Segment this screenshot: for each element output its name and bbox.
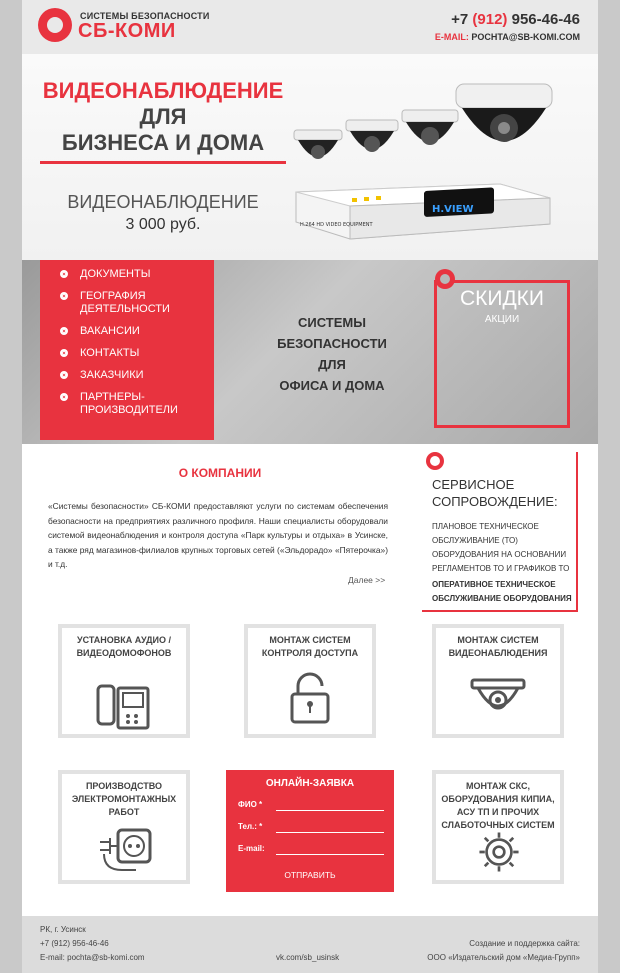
form-row-fio — [238, 800, 388, 814]
menu-item-label: ВАКАНСИИ — [80, 325, 140, 337]
feature-band — [22, 260, 598, 444]
service-text-bold: ОПЕРАТИВНОЕ ТЕХНИЧЕСКОЕ ОБСЛУЖИВАНИЕ ОБОРУДОВАНИЯ — [432, 580, 572, 603]
submit-button[interactable]: ОТПРАВИТЬ — [226, 870, 394, 880]
email-input[interactable] — [276, 854, 384, 855]
service-title: СЕРВИСНОЕ СОПРОВОЖДЕНИЕ: — [432, 477, 558, 509]
aperture-logo-icon[interactable] — [38, 8, 72, 42]
email-value: POCHTA@SB-KOMI.COM — [468, 32, 580, 42]
tel-label: Тел.: * — [238, 822, 263, 831]
bullet-icon — [60, 371, 68, 379]
about-text: «Системы безопасности» СБ-КОМИ предоставляют услуги по системам обеспечения безопасности на предприятиях различного профиля. Наши специалисты оборудовали системой видеонаблюдения и контроля доступа «Парк культуры и отдыха» в Усинске, а также ряд магазинов-филиалов крупных торговых сетей («Эльдорадо» «Пятерочка») и т.д. — [48, 501, 388, 570]
menu-item-clients[interactable] — [40, 369, 214, 382]
dome-camera-icon — [470, 670, 526, 724]
bullet-icon — [60, 349, 68, 357]
aperture-icon — [426, 452, 444, 470]
menu-item-label: ДОКУМЕНТЫ — [80, 268, 151, 280]
header-phone[interactable] — [451, 11, 580, 28]
hero-banner[interactable] — [22, 54, 598, 260]
footer-credit-company[interactable]: ООО «Издательский дом «Медиа-Групп» — [427, 953, 580, 962]
hero-divider — [40, 161, 286, 164]
page-background-right — [598, 0, 620, 973]
promo-subtitle: АКЦИИ — [484, 314, 520, 325]
phone-number: 956-46-46 — [507, 11, 580, 28]
header-email[interactable] — [435, 32, 580, 42]
hero-title-line3: БИЗНЕСА И ДОМА — [61, 130, 265, 155]
tile-scs-systems[interactable] — [432, 770, 564, 884]
hero-title-line2: ДЛЯ — [139, 104, 187, 129]
fio-input[interactable] — [276, 810, 384, 811]
tile-label: ПРОИЗВОДСТВО ЭЛЕКТРОМОНТАЖНЫХ РАБОТ — [71, 781, 177, 817]
menu-item-label: ЗАКАЗЧИКИ — [80, 369, 144, 381]
tile-intercom[interactable] — [58, 624, 190, 738]
menu-item-label: ГЕОГРАФИЯ ДЕЯТЕЛЬНОСТИ — [80, 290, 170, 315]
footer — [22, 916, 598, 973]
phone-prefix: +7 — [451, 11, 473, 28]
menu-item-label: КОНТАКТЫ — [80, 347, 140, 359]
form-row-email — [238, 844, 388, 858]
logo-name[interactable]: СБ-КОМИ — [78, 20, 176, 42]
discounts-promo[interactable] — [434, 280, 570, 428]
dvr-label: H.264 HD VIDEO EQUIPMENT — [300, 222, 373, 228]
bullet-icon — [60, 327, 68, 335]
bullet-icon — [60, 292, 68, 300]
intercom-icon — [96, 680, 152, 734]
tel-input[interactable] — [276, 832, 384, 833]
hero-price: 3 000 руб. — [125, 216, 201, 233]
band-slogan-line: ДЛЯ — [318, 357, 346, 372]
bullet-icon — [60, 270, 68, 278]
menu-item-geography[interactable] — [40, 290, 214, 316]
camera-4 — [456, 84, 552, 142]
phone-code: (912) — [472, 11, 508, 28]
band-slogan-line: БЕЗОПАСНОСТИ — [277, 336, 387, 351]
menu-item-label: ПАРТНЕРЫ-ПРОИЗВОДИТЕЛИ — [80, 391, 178, 416]
header — [22, 0, 598, 54]
band-slogan-line: ОФИСА И ДОМА — [279, 378, 385, 393]
logo-tagline[interactable]: СИСТЕМЫ БЕЗОПАСНОСТИ — [80, 11, 210, 21]
unlocked-padlock-icon — [282, 670, 338, 724]
dvr-brand: H.VIEW — [432, 204, 474, 215]
form-row-tel — [238, 822, 388, 836]
gear-icon — [474, 828, 524, 876]
tile-label: УСТАНОВКА АУДИО / ВИДЕОДОМОФОНОВ — [76, 635, 172, 658]
menu-item-contacts[interactable] — [40, 347, 214, 360]
tile-label: МОНТАЖ СКС, ОБОРУДОВАНИЯ КИПИА, АСУ ТП И ПРОЧИХ СЛАБОТОЧНЫХ СИСТЕМ — [441, 781, 555, 830]
bullet-icon — [60, 393, 68, 401]
footer-city: РК, г. Усинск — [40, 925, 86, 934]
band-slogan — [252, 312, 412, 396]
band-slogan-line: СИСТЕМЫ — [298, 315, 366, 330]
cctv-kit-image — [290, 74, 590, 244]
tile-label: МОНТАЖ СИСТЕМ КОНТРОЛЯ ДОСТУПА — [261, 635, 359, 658]
page — [22, 0, 598, 973]
footer-vk-link[interactable]: vk.com/sb_usinsk — [276, 953, 340, 962]
menu-item-vacancies[interactable] — [40, 325, 214, 338]
email-label: E-mail: — [238, 844, 265, 853]
side-menu — [40, 260, 214, 440]
footer-email[interactable]: E-mail: pochta@sb-komi.com — [40, 953, 145, 962]
menu-item-documents[interactable] — [40, 268, 214, 281]
read-more-link[interactable]: Далее >> — [348, 575, 386, 585]
camera-3 — [402, 110, 458, 145]
email-label: E-MAIL: — [434, 32, 469, 42]
hero-title-line1: ВИДЕОНАБЛЮДЕНИЕ — [42, 78, 284, 103]
power-socket-icon — [96, 822, 152, 876]
aperture-icon — [435, 269, 455, 289]
service-text: ПЛАНОВОЕ ТЕХНИЧЕСКОЕ ОБСЛУЖИВАНИЕ (ТО) ОБОРУДОВАНИЯ НА ОСНОВАНИИ РЕГЛАМЕНТОВ ТО И ГРАФИКОВ ТО — [432, 522, 570, 573]
tile-access-control[interactable] — [244, 624, 376, 738]
page-background-left — [0, 0, 22, 973]
hero-subtitle: ВИДЕОНАБЛЮДЕНИЕ — [67, 192, 259, 212]
fio-label: ФИО * — [238, 800, 263, 809]
camera-1 — [294, 130, 342, 159]
form-title: ОНЛАЙН-ЗАЯВКА — [265, 778, 355, 789]
footer-credit-label: Создание и поддержка сайта: — [469, 939, 580, 948]
tile-video-surveillance[interactable] — [432, 624, 564, 738]
tile-electrical-works[interactable] — [58, 770, 190, 884]
footer-phone[interactable]: +7 (912) 956-46-46 — [40, 939, 109, 948]
camera-2 — [346, 120, 398, 152]
online-request-form — [226, 770, 394, 892]
menu-item-partners[interactable] — [40, 391, 214, 417]
tile-label: МОНТАЖ СИСТЕМ ВИДЕОНАБЛЮДЕНИЯ — [448, 635, 548, 658]
promo-title: СКИДКИ — [459, 287, 545, 310]
about-title: О КОМПАНИИ — [178, 466, 262, 480]
